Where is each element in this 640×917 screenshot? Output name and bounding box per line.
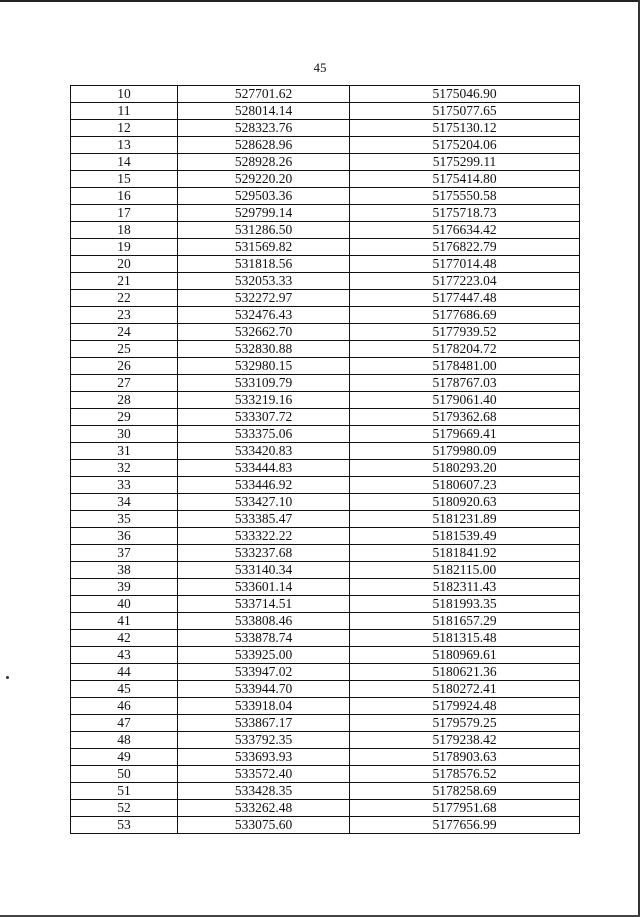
point-number-cell: 13 [71,137,178,154]
point-number-cell: 41 [71,613,178,630]
y-coordinate-cell: 5179061.40 [350,392,580,409]
y-coordinate-cell: 5180969.61 [350,647,580,664]
x-coordinate-cell: 533428.35 [178,783,350,800]
point-number-cell: 26 [71,358,178,375]
table-row [71,307,580,324]
x-coordinate-cell: 533601.14 [178,579,350,596]
y-coordinate-cell: 5177951.68 [350,800,580,817]
table-row [71,188,580,205]
point-number-cell: 34 [71,494,178,511]
table-row [71,426,580,443]
table-row [71,732,580,749]
y-coordinate-cell: 5179362.68 [350,409,580,426]
table-row [71,443,580,460]
x-coordinate-cell: 528928.26 [178,154,350,171]
x-coordinate-cell: 532662.70 [178,324,350,341]
table-row [71,103,580,120]
x-coordinate-cell: 531569.82 [178,239,350,256]
y-coordinate-cell: 5181657.29 [350,613,580,630]
x-coordinate-cell: 533572.40 [178,766,350,783]
table-row [71,630,580,647]
x-coordinate-cell: 532053.33 [178,273,350,290]
y-coordinate-cell: 5175077.65 [350,103,580,120]
y-coordinate-cell: 5177223.04 [350,273,580,290]
x-coordinate-cell: 528628.96 [178,137,350,154]
x-coordinate-cell: 533322.22 [178,528,350,545]
point-number-cell: 33 [71,477,178,494]
page-edge-top [0,0,640,2]
x-coordinate-cell: 533427.10 [178,494,350,511]
table-row [71,358,580,375]
table-row [71,171,580,188]
y-coordinate-cell: 5177939.52 [350,324,580,341]
point-number-cell: 14 [71,154,178,171]
x-coordinate-cell: 533947.02 [178,664,350,681]
y-coordinate-cell: 5178204.72 [350,341,580,358]
table-row [71,222,580,239]
point-number-cell: 28 [71,392,178,409]
x-coordinate-cell: 533140.34 [178,562,350,579]
table-row [71,698,580,715]
y-coordinate-cell: 5178258.69 [350,783,580,800]
point-number-cell: 42 [71,630,178,647]
x-coordinate-cell: 529503.36 [178,188,350,205]
x-coordinate-cell: 533109.79 [178,375,350,392]
point-number-cell: 24 [71,324,178,341]
y-coordinate-cell: 5178903.63 [350,749,580,766]
table-row [71,647,580,664]
x-coordinate-cell: 532272.97 [178,290,350,307]
point-number-cell: 29 [71,409,178,426]
table-row [71,783,580,800]
table-row [71,545,580,562]
y-coordinate-cell: 5175204.06 [350,137,580,154]
y-coordinate-cell: 5179669.41 [350,426,580,443]
x-coordinate-cell: 528323.76 [178,120,350,137]
x-coordinate-cell: 533444.83 [178,460,350,477]
point-number-cell: 43 [71,647,178,664]
x-coordinate-cell: 533944.70 [178,681,350,698]
table-row [71,749,580,766]
table-row [71,205,580,222]
point-number-cell: 46 [71,698,178,715]
y-coordinate-cell: 5181539.49 [350,528,580,545]
y-coordinate-cell: 5175130.12 [350,120,580,137]
point-number-cell: 47 [71,715,178,732]
table-row [71,341,580,358]
x-coordinate-cell: 533792.35 [178,732,350,749]
y-coordinate-cell: 5181231.89 [350,511,580,528]
x-coordinate-cell: 533714.51 [178,596,350,613]
x-coordinate-cell: 533262.48 [178,800,350,817]
y-coordinate-cell: 5175414.80 [350,171,580,188]
x-coordinate-cell: 533867.17 [178,715,350,732]
x-coordinate-cell: 533420.83 [178,443,350,460]
point-number-cell: 53 [71,817,178,834]
table-row [71,511,580,528]
x-coordinate-cell: 533307.72 [178,409,350,426]
x-coordinate-cell: 532980.15 [178,358,350,375]
x-coordinate-cell: 531818.56 [178,256,350,273]
y-coordinate-cell: 5180272.41 [350,681,580,698]
table-row [71,154,580,171]
point-number-cell: 40 [71,596,178,613]
y-coordinate-cell: 5182115.00 [350,562,580,579]
table-row [71,562,580,579]
point-number-cell: 49 [71,749,178,766]
table-row [71,681,580,698]
point-number-cell: 36 [71,528,178,545]
coordinates-table-body [71,86,580,834]
point-number-cell: 48 [71,732,178,749]
point-number-cell: 38 [71,562,178,579]
point-number-cell: 31 [71,443,178,460]
x-coordinate-cell: 529220.20 [178,171,350,188]
y-coordinate-cell: 5177447.48 [350,290,580,307]
point-number-cell: 15 [71,171,178,188]
y-coordinate-cell: 5181841.92 [350,545,580,562]
point-number-cell: 22 [71,290,178,307]
point-number-cell: 23 [71,307,178,324]
y-coordinate-cell: 5176634.42 [350,222,580,239]
x-coordinate-cell: 533075.60 [178,817,350,834]
table-row [71,273,580,290]
point-number-cell: 20 [71,256,178,273]
y-coordinate-cell: 5180621.36 [350,664,580,681]
y-coordinate-cell: 5180920.63 [350,494,580,511]
x-coordinate-cell: 527701.62 [178,86,350,103]
point-number-cell: 21 [71,273,178,290]
x-coordinate-cell: 528014.14 [178,103,350,120]
table-row [71,409,580,426]
table-row [71,766,580,783]
table-row [71,256,580,273]
x-coordinate-cell: 533446.92 [178,477,350,494]
table-row [71,715,580,732]
table-row [71,800,580,817]
table-row [71,494,580,511]
x-coordinate-cell: 532476.43 [178,307,350,324]
x-coordinate-cell: 533219.16 [178,392,350,409]
point-number-cell: 27 [71,375,178,392]
table-row [71,596,580,613]
point-number-cell: 37 [71,545,178,562]
point-number-cell: 30 [71,426,178,443]
y-coordinate-cell: 5180607.23 [350,477,580,494]
table-row [71,239,580,256]
point-number-cell: 52 [71,800,178,817]
point-number-cell: 45 [71,681,178,698]
table-row [71,664,580,681]
x-coordinate-cell: 533878.74 [178,630,350,647]
y-coordinate-cell: 5180293.20 [350,460,580,477]
point-number-cell: 16 [71,188,178,205]
table-row [71,613,580,630]
point-number-cell: 18 [71,222,178,239]
point-number-cell: 50 [71,766,178,783]
point-number-cell: 51 [71,783,178,800]
x-coordinate-cell: 533375.06 [178,426,350,443]
y-coordinate-cell: 5175550.58 [350,188,580,205]
scan-speck [6,676,9,679]
point-number-cell: 12 [71,120,178,137]
x-coordinate-cell: 532830.88 [178,341,350,358]
y-coordinate-cell: 5179579.25 [350,715,580,732]
y-coordinate-cell: 5175046.90 [350,86,580,103]
x-coordinate-cell: 529799.14 [178,205,350,222]
y-coordinate-cell: 5179238.42 [350,732,580,749]
x-coordinate-cell: 533237.68 [178,545,350,562]
table-row [71,460,580,477]
table-row [71,528,580,545]
y-coordinate-cell: 5178767.03 [350,375,580,392]
point-number-cell: 19 [71,239,178,256]
coordinates-table [70,85,580,834]
point-number-cell: 35 [71,511,178,528]
point-number-cell: 32 [71,460,178,477]
table-row [71,120,580,137]
table-row [71,290,580,307]
table-row [71,375,580,392]
y-coordinate-cell: 5178481.00 [350,358,580,375]
point-number-cell: 11 [71,103,178,120]
x-coordinate-cell: 533693.93 [178,749,350,766]
y-coordinate-cell: 5179980.09 [350,443,580,460]
y-coordinate-cell: 5182311.43 [350,579,580,596]
table-row [71,86,580,103]
x-coordinate-cell: 533385.47 [178,511,350,528]
y-coordinate-cell: 5179924.48 [350,698,580,715]
table-row [71,477,580,494]
table-row [71,392,580,409]
y-coordinate-cell: 5181315.48 [350,630,580,647]
x-coordinate-cell: 531286.50 [178,222,350,239]
point-number-cell: 10 [71,86,178,103]
page-number: 45 [313,60,327,75]
y-coordinate-cell: 5178576.52 [350,766,580,783]
x-coordinate-cell: 533808.46 [178,613,350,630]
table-row [71,579,580,596]
x-coordinate-cell: 533925.00 [178,647,350,664]
x-coordinate-cell: 533918.04 [178,698,350,715]
table-row [71,324,580,341]
y-coordinate-cell: 5175299.11 [350,154,580,171]
y-coordinate-cell: 5177656.99 [350,817,580,834]
y-coordinate-cell: 5177014.48 [350,256,580,273]
point-number-cell: 25 [71,341,178,358]
y-coordinate-cell: 5181993.35 [350,596,580,613]
y-coordinate-cell: 5175718.73 [350,205,580,222]
point-number-cell: 44 [71,664,178,681]
point-number-cell: 17 [71,205,178,222]
table-row [71,817,580,834]
point-number-cell: 39 [71,579,178,596]
y-coordinate-cell: 5177686.69 [350,307,580,324]
y-coordinate-cell: 5176822.79 [350,239,580,256]
table-row [71,137,580,154]
